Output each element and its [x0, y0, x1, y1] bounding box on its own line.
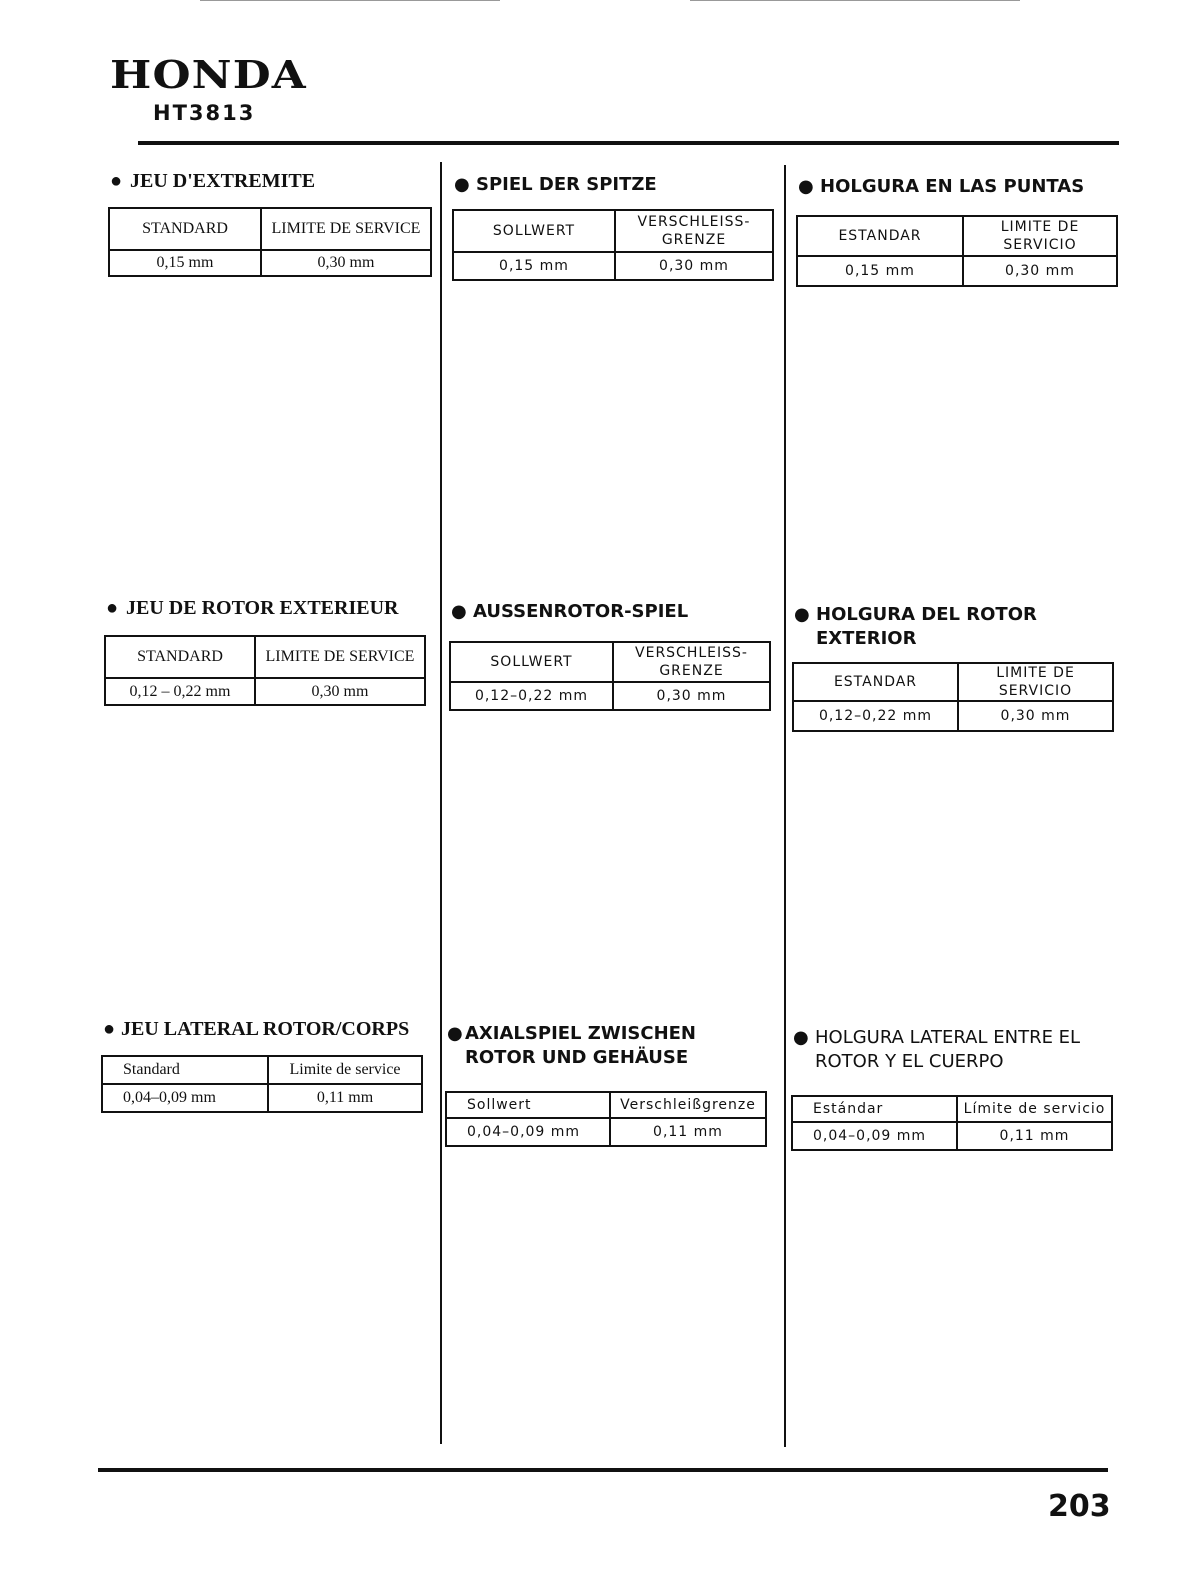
section-holgura-lateral — [791, 1026, 1121, 1144]
bullet-icon: ● — [103, 1018, 116, 1040]
spec-table — [796, 215, 1118, 287]
section-title: ● HOLGURA LATERAL ENTRE EL ROTOR Y EL CUERPO — [793, 1027, 1081, 1072]
bullet-icon: ● — [798, 176, 814, 197]
scan-edge — [200, 0, 500, 1]
bullet-icon: ● — [793, 1027, 809, 1048]
header-limit: VERSCHLEISS-GRENZE — [615, 210, 773, 252]
bullet-icon: ● — [110, 170, 123, 192]
spec-table — [449, 641, 771, 711]
header-limit: Límite de servicio — [957, 1096, 1112, 1122]
bullet-icon: ● — [454, 174, 470, 195]
footer-rule — [98, 1468, 1108, 1472]
section-holgura-puntas — [796, 175, 1126, 279]
section-holgura-rotor-exterior — [792, 603, 1122, 724]
value-limit: 0,30 mm — [615, 252, 773, 280]
header-limit: LIMITE DE SERVICIO — [958, 663, 1113, 701]
scan-edge — [690, 0, 1020, 1]
value-limit: 0,11 mm — [610, 1118, 766, 1146]
header-limit: LIMITE DE SERVICE — [255, 636, 425, 678]
header-standard: SOLLWERT — [450, 642, 613, 682]
section-title: ● JEU LATERAL ROTOR/CORPS — [103, 1018, 410, 1040]
value-limit: 0,30 mm — [613, 682, 770, 710]
value-standard: 0,12–0,22 mm — [450, 682, 613, 710]
header-standard: STANDARD — [109, 208, 261, 250]
header-standard: Sollwert — [446, 1092, 610, 1118]
section-axialspiel — [445, 1022, 775, 1140]
spec-table — [445, 1091, 767, 1147]
section-title: ● JEU D'EXTREMITE — [110, 170, 316, 192]
section-title: ● AXIALSPIEL ZWISCHEN ROTOR UND GEHÄUSE — [447, 1023, 696, 1068]
spec-table — [452, 209, 774, 281]
header-standard: SOLLWERT — [453, 210, 615, 252]
section-title: ● HOLGURA DEL ROTOR EXTERIOR — [794, 604, 1037, 649]
header-standard: ESTANDAR — [793, 663, 958, 701]
header-limit: Limite de service — [268, 1056, 422, 1084]
model-number: HT3813 — [153, 101, 256, 125]
bullet-icon: ● — [794, 604, 810, 625]
section-jeu-rotor-exterieur — [104, 596, 434, 700]
spec-table — [791, 1095, 1113, 1151]
value-standard: 0,04–0,09 mm — [102, 1084, 268, 1112]
value-standard: 0,12–0,22 mm — [793, 701, 958, 731]
section-title: ● AUSSENROTOR-SPIEL — [451, 601, 689, 622]
value-standard: 0,15 mm — [453, 252, 615, 280]
value-standard: 0,04–0,09 mm — [446, 1118, 610, 1146]
spec-table — [108, 207, 432, 277]
spec-table — [792, 662, 1114, 732]
header-limit: VERSCHLEISS-GRENZE — [613, 642, 770, 682]
section-jeu-lateral — [101, 1017, 431, 1106]
header-limit: LIMITE DE SERVICIO — [963, 216, 1117, 256]
value-limit: 0,30 mm — [963, 256, 1117, 286]
header-standard: Standard — [102, 1056, 268, 1084]
value-standard: 0,15 mm — [109, 250, 261, 276]
value-standard: 0,15 mm — [797, 256, 963, 286]
bullet-icon: ● — [451, 601, 467, 622]
page-number: 203 — [1048, 1489, 1111, 1524]
header-rule — [138, 141, 1119, 145]
value-limit: 0,11 mm — [268, 1084, 422, 1112]
spec-table — [104, 635, 426, 706]
header-limit: LIMITE DE SERVICE — [261, 208, 431, 250]
bullet-icon: ● — [106, 597, 119, 619]
value-standard: 0,12 – 0,22 mm — [105, 678, 255, 705]
value-limit: 0,30 mm — [958, 701, 1113, 731]
header-standard: Estándar — [792, 1096, 957, 1122]
section-spiel-spitze — [452, 173, 782, 274]
section-jeu-extremite — [108, 169, 438, 271]
header-limit: Verschleißgrenze — [610, 1092, 766, 1118]
section-title: ● JEU DE ROTOR EXTERIEUR — [106, 597, 399, 619]
bullet-icon: ● — [447, 1023, 463, 1044]
value-limit: 0,11 mm — [957, 1122, 1112, 1150]
value-limit: 0,30 mm — [261, 250, 431, 276]
header-standard: STANDARD — [105, 636, 255, 678]
column-divider — [440, 162, 442, 1444]
value-standard: 0,04–0,09 mm — [792, 1122, 957, 1150]
honda-logo: HONDA — [110, 52, 307, 97]
header-standard: ESTANDAR — [797, 216, 963, 256]
spec-table — [101, 1055, 423, 1113]
section-title: ● SPIEL DER SPITZE — [454, 174, 657, 195]
value-limit: 0,30 mm — [255, 678, 425, 705]
column-divider — [784, 165, 786, 1447]
section-title: ● HOLGURA EN LAS PUNTAS — [798, 176, 1085, 197]
section-aussenrotor-spiel — [449, 600, 779, 704]
